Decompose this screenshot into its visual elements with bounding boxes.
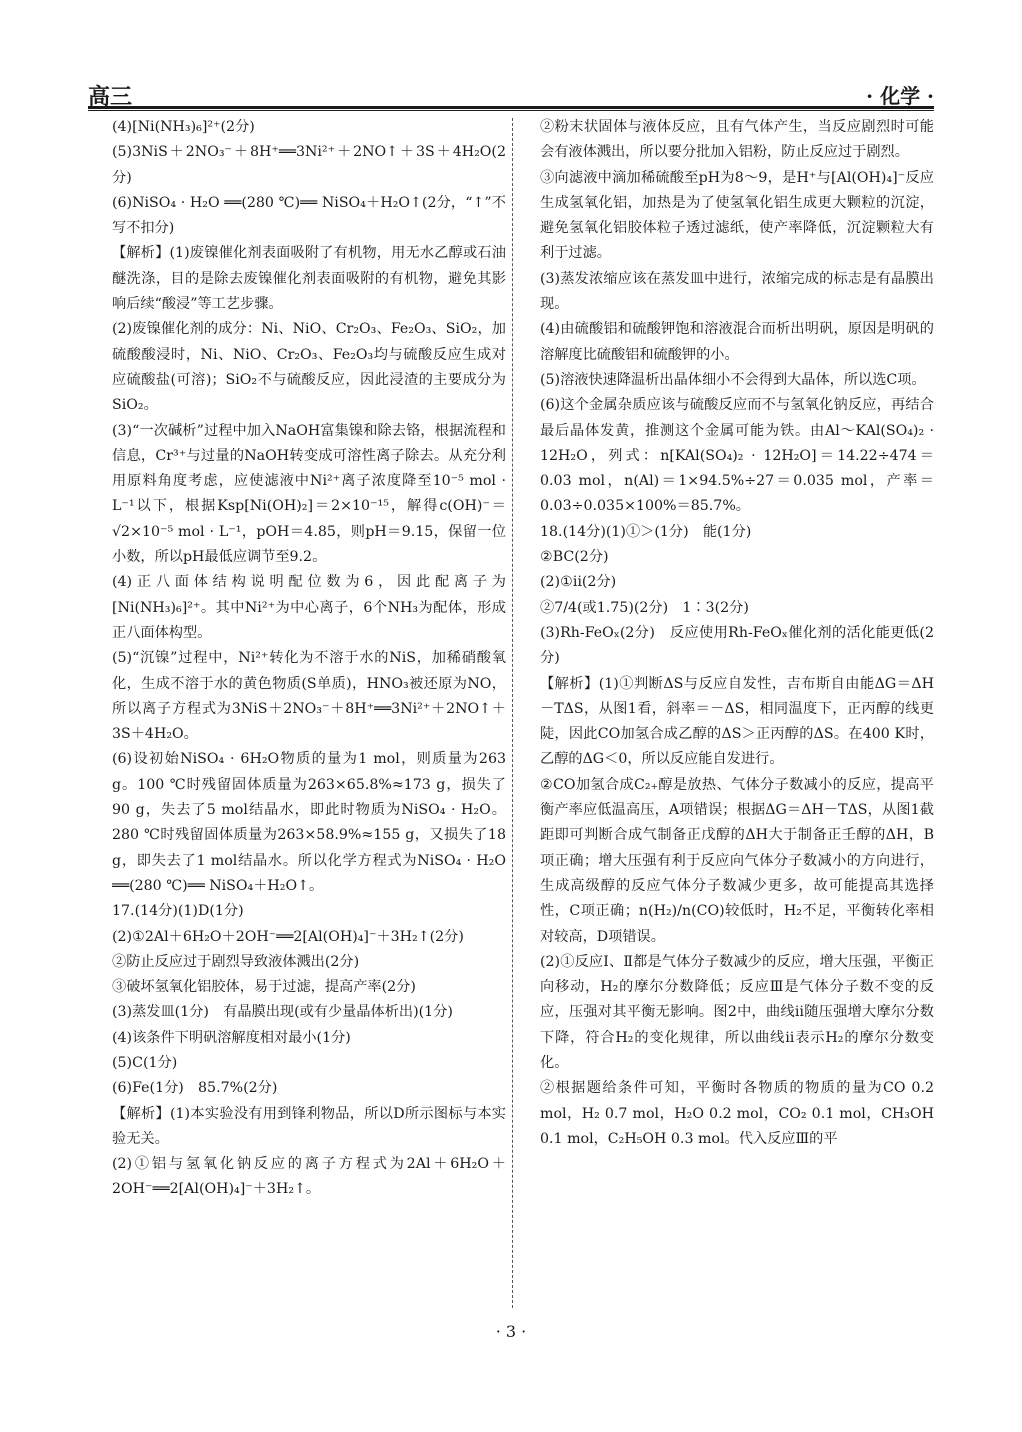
question-17-heading: 17.(14分)(1)D(1分): [112, 903, 244, 920]
answer-line: (4)[Ni(NH₃)₆]²⁺(2分): [112, 119, 255, 135]
analysis-paragraph: (6)这个金属杂质应该与硫酸反应而不与氢氧化钠反应，再结合最后晶体发黄，推测这个金属可能为铁。由Al～KAl(SO₄)₂ · 12H₂O，列式：n[KAl(SO₄)₂ · 12H₂O]＝14.22÷474＝0.03 mol，n(Al)＝1×94.5%÷27＝0.035 mol，产率＝0.03÷0.035×100%＝85.7%。: [540, 397, 934, 515]
analysis-paragraph: (5)“沉镍”过程中，Ni²⁺转化为不溶于水的NiS，加稀硝酸氧化，生成不溶于水的黄色物质(S单质)，HNO₃被还原为NO，所以离子方程式为3NiS＋2NO₃⁻＋8H⁺══3Ni²⁺＋2NO↑＋3S＋4H₂O。: [112, 650, 506, 743]
page-number: · 3 ·: [495, 1322, 527, 1341]
answer-line: (4)该条件下明矾溶解度相对最小(1分): [112, 1029, 351, 1046]
analysis-paragraph: ②根据题给条件可知，平衡时各物质的物质的量为CO 0.2 mol，H₂ 0.7 mol，H₂O 0.2 mol，CO₂ 0.1 mol，CH₃OH 0.1 mol，C₂H₅OH 0.3 mol。代入反应Ⅲ的平: [540, 1080, 934, 1147]
analysis-paragraph: (6)设初始NiSO₄ · 6H₂O物质的量为1 mol，则质量为263 g。100 ℃时残留固体质量为263×65.8%≈173 g，损失了90 g，失去了5 mol结晶水，即此时物质为NiSO₄ · H₂O。280 ℃时残留固体质量为263×58.9%≈155 g，又损失了18 g，即失去了1 mol结晶水。所以化学方程式为NiSO₄ · H₂O ══(280 ℃)══ NiSO₄＋H₂O↑。: [112, 751, 506, 894]
analysis-paragraph: (2)①反应Ⅰ、Ⅱ都是气体分子数减少的反应，增大压强，平衡正向移动，H₂的摩尔分数降低；反应Ⅲ是气体分子数不变的反应，压强对其平衡无影响。图2中，曲线ⅱ随压强增大摩尔分数下降，符合H₂的变化规律，所以曲线ⅱ表示H₂的摩尔分数变化。: [540, 953, 934, 1071]
analysis-paragraph: 【解析】(1)废镍催化剂表面吸附了有机物，用无水乙醇或石油醚洗涤，目的是除去废镍催化剂表面吸附的有机物，避免其影响后续“酸浸”等工艺步骤。: [112, 245, 506, 313]
page-header: [88, 80, 934, 110]
analysis-paragraph: (5)溶液快速降温析出晶体细小不会得到大晶体，所以选C项。: [540, 371, 926, 388]
answer-line: ②BC(2分): [540, 549, 609, 566]
left-column: [112, 115, 506, 1310]
analysis-paragraph: (4)由硫酸铝和硫酸钾饱和溶液混合而析出明矾，原因是明矾的溶解度比硫酸铝和硫酸钾的小。: [540, 321, 934, 363]
answer-line: (2)①ⅱ(2分): [540, 574, 617, 591]
answer-line: ③破坏氢氧化铝胶体，易于过滤，提高产率(2分): [112, 979, 416, 996]
question-18-heading: 18.(14分)(1)①＞(1分) 能(1分): [540, 523, 752, 540]
answer-line: (6)Fe(1分) 85.7%(2分): [112, 1080, 278, 1097]
answer-line: (3)蒸发皿(1分) 有晶膜出现(或有少量晶体析出)(1分): [112, 1004, 453, 1021]
answer-line: (6)NiSO₄ · H₂O ══(280 ℃)══ NiSO₄＋H₂O↑(2分，“↑”不写不扣分): [112, 194, 506, 237]
analysis-paragraph: (3)“一次碱析”过程中加入NaOH富集镍和除去铬，根据流程和信息，Cr³⁺与过量的NaOH转变成可溶性离子除去。从充分利用原料角度考虑，应使滤液中Ni²⁺离子浓度降至10⁻⁵ mol · L⁻¹以下，根据Ksp[Ni(OH)₂]＝2×10⁻¹⁵，解得c(OH)⁻＝√2×10⁻⁵ mol · L⁻¹，pOH＝4.85，则pH＝9.15，保留一位小数，所以pH最低应调节至9.2。: [112, 422, 506, 566]
analysis-paragraph: ②粉末状固体与液体反应，且有气体产生，当反应剧烈时可能会有液体溅出，所以要分批加入铝粉，防止反应过于剧烈。: [540, 119, 934, 161]
analysis-paragraph: 【解析】(1)本实验没有用到锋利物品，所以D所示图标与本实验无关。: [112, 1105, 506, 1147]
subject-label: · 化学 ·: [866, 84, 934, 108]
analysis-paragraph: (3)蒸发浓缩应该在蒸发皿中进行，浓缩完成的标志是有晶膜出现。: [540, 270, 934, 313]
column-divider: [512, 118, 513, 1308]
answer-line: ②防止反应过于剧烈导致液体溅出(2分): [112, 953, 360, 970]
analysis-paragraph: ②CO加氢合成C₂₊醇是放热、气体分子数减小的反应，提高平衡产率应低温高压，A项错误；根据ΔG＝ΔH－TΔS，从图1截距即可判断合成气制备正戊醇的ΔH大于制备正壬醇的ΔH，B项正确；增大压强有利于反应向气体分子数减小的方向进行，生成高级醇的反应气体分子数减少更多，故可能提高其选择性，C项正确；n(H₂)/n(CO)较低时，H₂不足，平衡转化率相对较高，D项错误。: [540, 776, 934, 945]
analysis-paragraph: 【解析】(1)①判断ΔS与反应自发性，吉布斯自由能ΔG＝ΔH－TΔS，从图1看，斜率＝－ΔS，相同温度下，正丙醇的线更陡，因此CO加氢合成乙醇的ΔS＞正丙醇的ΔS。在400 K时，乙醇的ΔG＜0，所以反应能自发进行。: [540, 675, 934, 768]
analysis-paragraph: ③向滤液中滴加稀硫酸至pH为8～9，是H⁺与[Al(OH)₄]⁻反应生成氢氧化铝，加热是为了使氢氧化铝生成更大颗粒的沉淀，避免氢氧化铝胶体粒子透过滤纸，使产率降低，沉淀颗粒大有利于过滤。: [540, 169, 934, 262]
answer-line: ②7/4(或1.75)(2分) 1∶3(2分): [540, 599, 749, 616]
answer-line: (5)C(1分): [112, 1054, 178, 1071]
analysis-paragraph: (4)正八面体结构说明配位数为6，因此配离子为[Ni(NH₃)₆]²⁺。其中Ni²⁺为中心离子，6个NH₃为配体，形成正八面体构型。: [112, 574, 506, 641]
answer-line: (2)①2Al＋6H₂O＋2OH⁻══2[Al(OH)₄]⁻＋3H₂↑(2分): [112, 928, 464, 945]
header-rule: [88, 106, 934, 111]
answer-line: (5)3NiS＋2NO₃⁻＋8H⁺══3Ni²⁺＋2NO↑＋3S＋4H₂O(2分): [112, 144, 506, 186]
analysis-paragraph: (2)①铝与氢氧化钠反应的离子方程式为2Al＋6H₂O＋2OH⁻══2[Al(OH)₄]⁻＋3H₂↑。: [112, 1156, 506, 1198]
right-column: [540, 115, 934, 1310]
grade-label: 高三: [88, 84, 133, 110]
answer-line: (3)Rh-FeOₓ(2分) 反应使用Rh-FeOₓ催化剂的活化能更低(2分): [540, 624, 934, 667]
analysis-paragraph: (2)废镍催化剂的成分：Ni、NiO、Cr₂O₃、Fe₂O₃、SiO₂，加硫酸酸浸时，Ni、NiO、Cr₂O₃、Fe₂O₃均与硫酸反应生成对应硫酸盐(可溶)；SiO₂不与硫酸反应，因此浸渣的主要成分为SiO₂。: [112, 321, 506, 414]
